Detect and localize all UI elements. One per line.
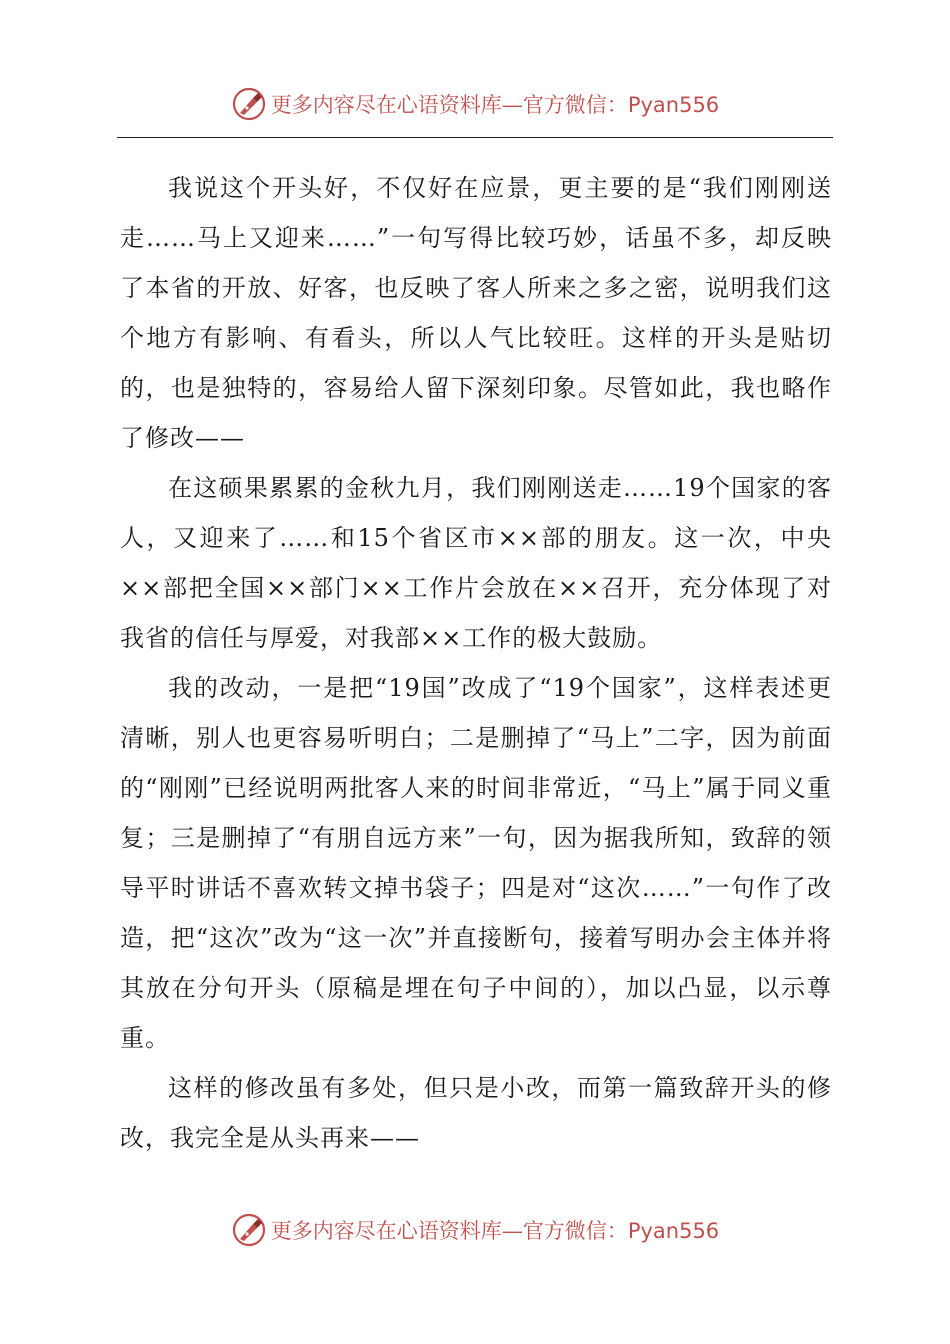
header-banner [0,84,950,124]
header-divider [117,137,833,138]
footer-wechat-label: 官方微信： [522,1219,628,1243]
header-banner-title: 更多内容尽在心语资料库 [270,93,502,117]
body-paragraph: 在这硕果累累的金秋九月，我们刚刚送走……19个国家的客人，又迎来了……和15个省区市××部的朋友。这一次，中央××部把全国××部门××工作片会放在××召开，充分体现了对我省的信任与厚爱，对我部××工作的极大鼓励。 [120,474,832,652]
header-banner-separator: — [501,93,523,117]
pen-nib-icon [231,86,267,122]
body-paragraph: 我的改动，一是把“19国”改成了“19个国家”，这样表述更清晰，别人也更容易听明白；二是删掉了“马上”二字，因为前面的“刚刚”已经说明两批客人来的时间非常近，“马上”属于同义重复；三是删掉了“有朋自远方来”一句，因为据我所知，致辞的领导平时讲话不喜欢转文掉书袋子；四是对“这次……”一句作了改造，把“这次”改为“这一次”并直接断句，接着写明办会主体并将其放在分句开头（原稿是埋在句子中间的），加以凸显，以示尊重。 [120,674,832,1052]
header-wechat-id: Pyan556 [627,93,720,117]
header-wechat-label: 官方微信： [522,93,628,117]
header-banner-text [271,89,719,119]
body-paragraph: 我说这个开头好，不仅好在应景，更主要的是“我们刚刚送走……马上又迎来……”一句写得比较巧妙，话虽不多，却反映了本省的开放、好客，也反映了客人所来之多之密，说明我们这个地方有影响、有看头，所以人气比较旺。这样的开头是贴切的，也是独特的，容易给人留下深刻印象。尽管如此，我也略作了修改—— [120,174,832,452]
document-body [120,163,832,1163]
body-paragraph: 这样的修改虽有多处，但只是小改，而第一篇致辞开头的修改，我完全是从头再来—— [120,1074,832,1152]
footer-banner [0,1210,950,1250]
footer-banner-separator: — [501,1219,523,1243]
pen-nib-icon [231,1212,267,1248]
footer-banner-title: 更多内容尽在心语资料库 [270,1219,502,1243]
footer-banner-text [271,1215,719,1245]
footer-wechat-id: Pyan556 [627,1219,720,1243]
